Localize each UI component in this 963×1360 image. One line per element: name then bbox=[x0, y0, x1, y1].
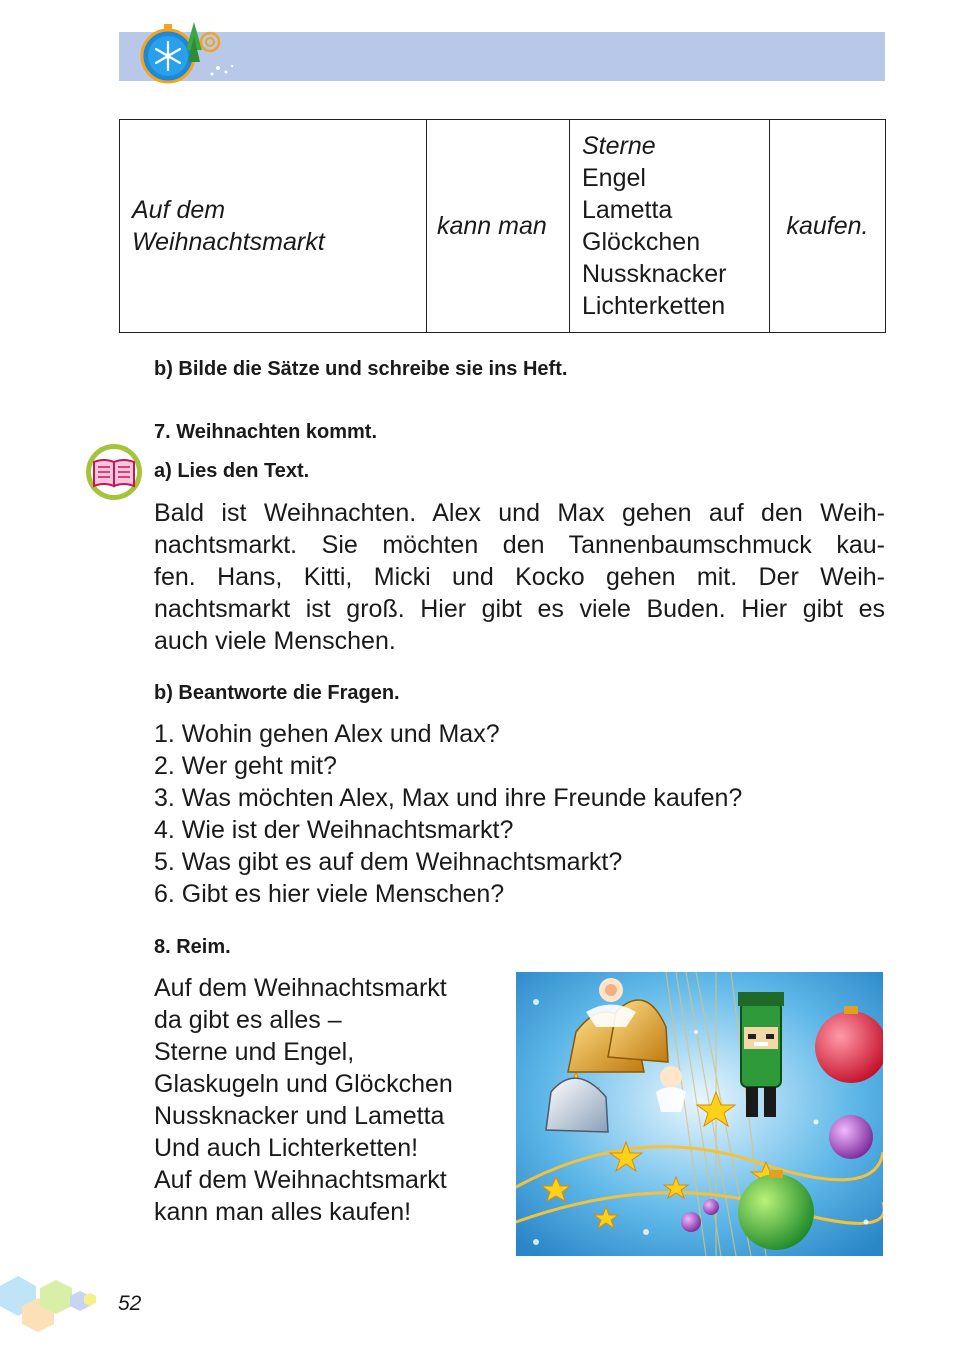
reading-book-icon bbox=[84, 442, 144, 502]
question-item: 4. Wie ist der Weihnachtsmarkt? bbox=[154, 816, 514, 844]
question-item: 5. Was gibt es auf dem Weihnachtsmarkt? bbox=[154, 848, 623, 876]
christmas-ornament-icon bbox=[128, 14, 238, 86]
task-build-sentences: b) Bilde die Sätze und schreibe sie ins Heft. bbox=[154, 358, 568, 380]
poem-line: da gibt es alles – bbox=[154, 1006, 342, 1034]
poem-line: kann man alles kaufen! bbox=[154, 1198, 412, 1226]
poem-line: Glaskugeln und Glöckchen bbox=[154, 1070, 453, 1098]
poem-line: Auf dem Weihnachtsmarkt bbox=[154, 974, 447, 1002]
corner-hexagon-decoration bbox=[0, 1276, 110, 1346]
question-list bbox=[154, 718, 742, 910]
text-line: nachtsmarkt. Sie möchten den Tannenbaumschmuck kau- bbox=[154, 531, 885, 559]
text-line: Bald ist Weihnachten. Alex und Max gehen auf den Weih- bbox=[154, 499, 885, 527]
table-item: Engel bbox=[582, 164, 646, 192]
text-line: nachtsmarkt ist groß. Hier gibt es viele Buden. Hier gibt es bbox=[154, 595, 885, 623]
poem-line: Sterne und Engel, bbox=[154, 1038, 355, 1066]
table-item: Lametta bbox=[582, 196, 673, 224]
table-cell-modal: kann man bbox=[427, 120, 570, 333]
text-line: auch viele Menschen. bbox=[154, 627, 396, 655]
table-item: Nussknacker bbox=[582, 260, 727, 288]
poem-line: Und auch Lichterketten! bbox=[154, 1134, 419, 1162]
poem-line: Nussknacker und Lametta bbox=[154, 1102, 445, 1130]
poem bbox=[154, 972, 453, 1228]
table-cell-place bbox=[120, 120, 427, 333]
table-item: Glöckchen bbox=[582, 228, 701, 256]
table-item: Sterne bbox=[582, 132, 656, 160]
exercise-7-part-b: b) Beantworte die Fragen. bbox=[154, 682, 400, 704]
table-cell-place-line: Auf dem bbox=[132, 196, 226, 224]
table-cell-items bbox=[570, 120, 770, 333]
question-item: 1. Wohin gehen Alex und Max? bbox=[154, 720, 500, 748]
exercise-7-title: 7. Weihnachten kommt. bbox=[154, 421, 378, 443]
table-item: Lichterketten bbox=[582, 292, 726, 320]
table-cell-verb: kaufen. bbox=[770, 120, 886, 333]
sentence-table bbox=[119, 119, 886, 333]
question-item: 2. Wer geht mit? bbox=[154, 752, 337, 780]
exercise-7-part-a: a) Lies den Text. bbox=[154, 460, 310, 482]
poem-line: Auf dem Weihnachtsmarkt bbox=[154, 1166, 447, 1194]
question-item: 3. Was möchten Alex, Max und ihre Freunde kaufen? bbox=[154, 784, 743, 812]
page-number: 52 bbox=[118, 1292, 142, 1315]
christmas-decorations-illustration bbox=[516, 972, 883, 1256]
table-cell-place-line: Weihnachtsmarkt bbox=[132, 228, 325, 256]
text-line: fen. Hans, Kitti, Micki und Kocko gehen mit. Der Weih- bbox=[154, 563, 885, 591]
exercise-8-title: 8. Reim. bbox=[154, 936, 231, 958]
question-item: 6. Gibt es hier viele Menschen? bbox=[154, 880, 505, 908]
